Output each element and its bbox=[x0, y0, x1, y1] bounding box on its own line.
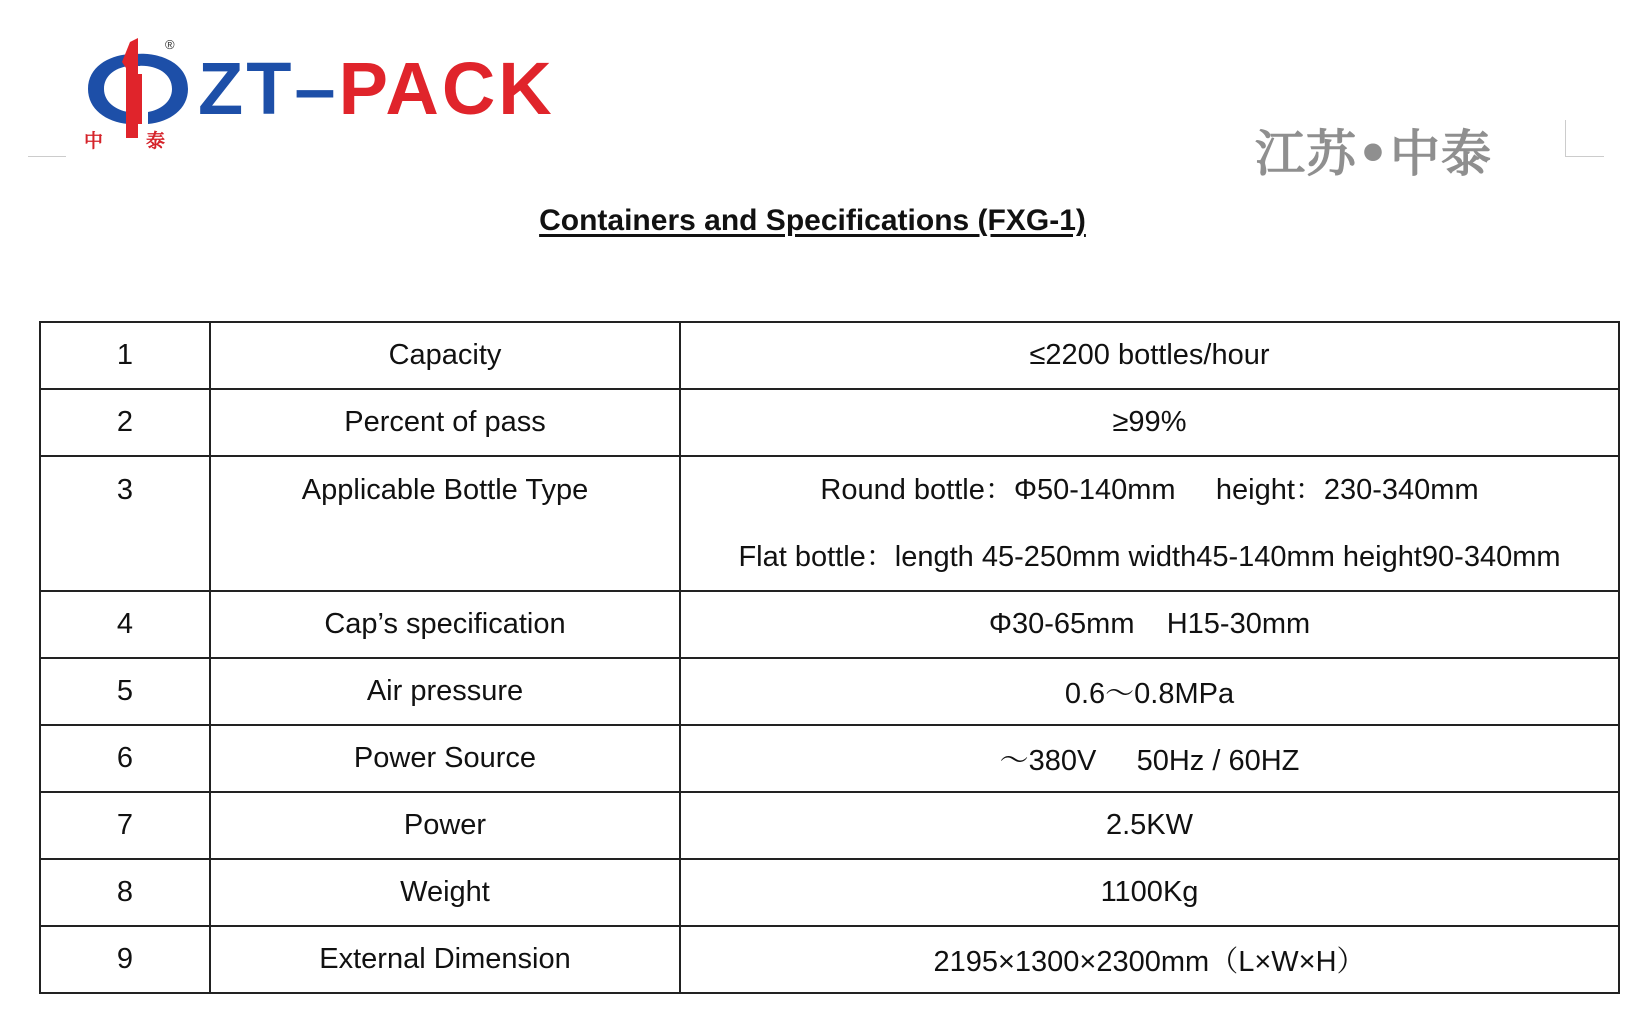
logo-cn-left: 中 bbox=[84, 130, 104, 152]
spec-name: Cap’s specification bbox=[210, 591, 680, 658]
table-row bbox=[40, 658, 1619, 725]
spec-value: 0.6～0.8MPa bbox=[680, 658, 1619, 725]
spec-name: External Dimension bbox=[210, 926, 680, 993]
spec-name: Percent of pass bbox=[210, 389, 680, 456]
spec-name: Power bbox=[210, 792, 680, 859]
logo-cn-right: 泰 bbox=[146, 130, 166, 152]
table-row bbox=[40, 859, 1619, 926]
spec-value-round-bottle: Round bottle：Φ50-140mm height：230-340mm bbox=[820, 474, 1479, 506]
row-number: 7 bbox=[40, 792, 210, 859]
registered-mark: ® bbox=[165, 37, 175, 52]
row-number: 4 bbox=[40, 591, 210, 658]
spec-name: Capacity bbox=[210, 322, 680, 389]
company-chinese-name: 江苏•中泰 bbox=[1255, 125, 1492, 183]
row-number bbox=[40, 456, 210, 591]
row-number: 9 bbox=[40, 926, 210, 993]
page-corner-mark-right bbox=[1565, 120, 1604, 157]
spec-name: Power Source bbox=[210, 725, 680, 792]
brand-zt: ZT bbox=[198, 47, 295, 130]
page-title bbox=[0, 204, 1625, 238]
page-corner-mark-left bbox=[28, 156, 66, 157]
brand-pack: PACK bbox=[338, 47, 555, 130]
brand-dash: – bbox=[294, 47, 339, 130]
spec-value: ≤2200 bottles/hour bbox=[680, 322, 1619, 389]
spec-value: 2195×1300×2300mm（L×W×H） bbox=[680, 926, 1619, 993]
table-row bbox=[40, 591, 1619, 658]
row-number: 5 bbox=[40, 658, 210, 725]
spec-table bbox=[39, 321, 1620, 994]
spec-name-text: Applicable Bottle Type bbox=[301, 474, 589, 506]
spec-value: ～380V 50Hz / 60HZ bbox=[680, 725, 1619, 792]
spec-value bbox=[680, 456, 1619, 591]
spec-value: Φ30-65mm H15-30mm bbox=[680, 591, 1619, 658]
spec-value-flat-bottle: Flat bottle：length 45-250mm width45-140mm height90-340mm bbox=[738, 541, 1561, 573]
table-row bbox=[40, 792, 1619, 859]
page-title-text: Containers and Specifications (FXG-1) bbox=[539, 204, 1086, 237]
table-row bbox=[40, 322, 1619, 389]
spec-value: 2.5KW bbox=[680, 792, 1619, 859]
brand-wordmark bbox=[198, 47, 555, 130]
spec-value: 1100Kg bbox=[680, 859, 1619, 926]
table-row bbox=[40, 926, 1619, 993]
row-number: 6 bbox=[40, 725, 210, 792]
row-number: 2 bbox=[40, 389, 210, 456]
company-logo bbox=[78, 34, 678, 154]
spec-name: Weight bbox=[210, 859, 680, 926]
row-number-text: 3 bbox=[116, 474, 134, 506]
spec-value: ≥99% bbox=[680, 389, 1619, 456]
spec-name bbox=[210, 456, 680, 591]
row-number: 8 bbox=[40, 859, 210, 926]
spec-name: Air pressure bbox=[210, 658, 680, 725]
table-row bbox=[40, 456, 1619, 591]
table-row bbox=[40, 725, 1619, 792]
table-row bbox=[40, 389, 1619, 456]
row-number: 1 bbox=[40, 322, 210, 389]
